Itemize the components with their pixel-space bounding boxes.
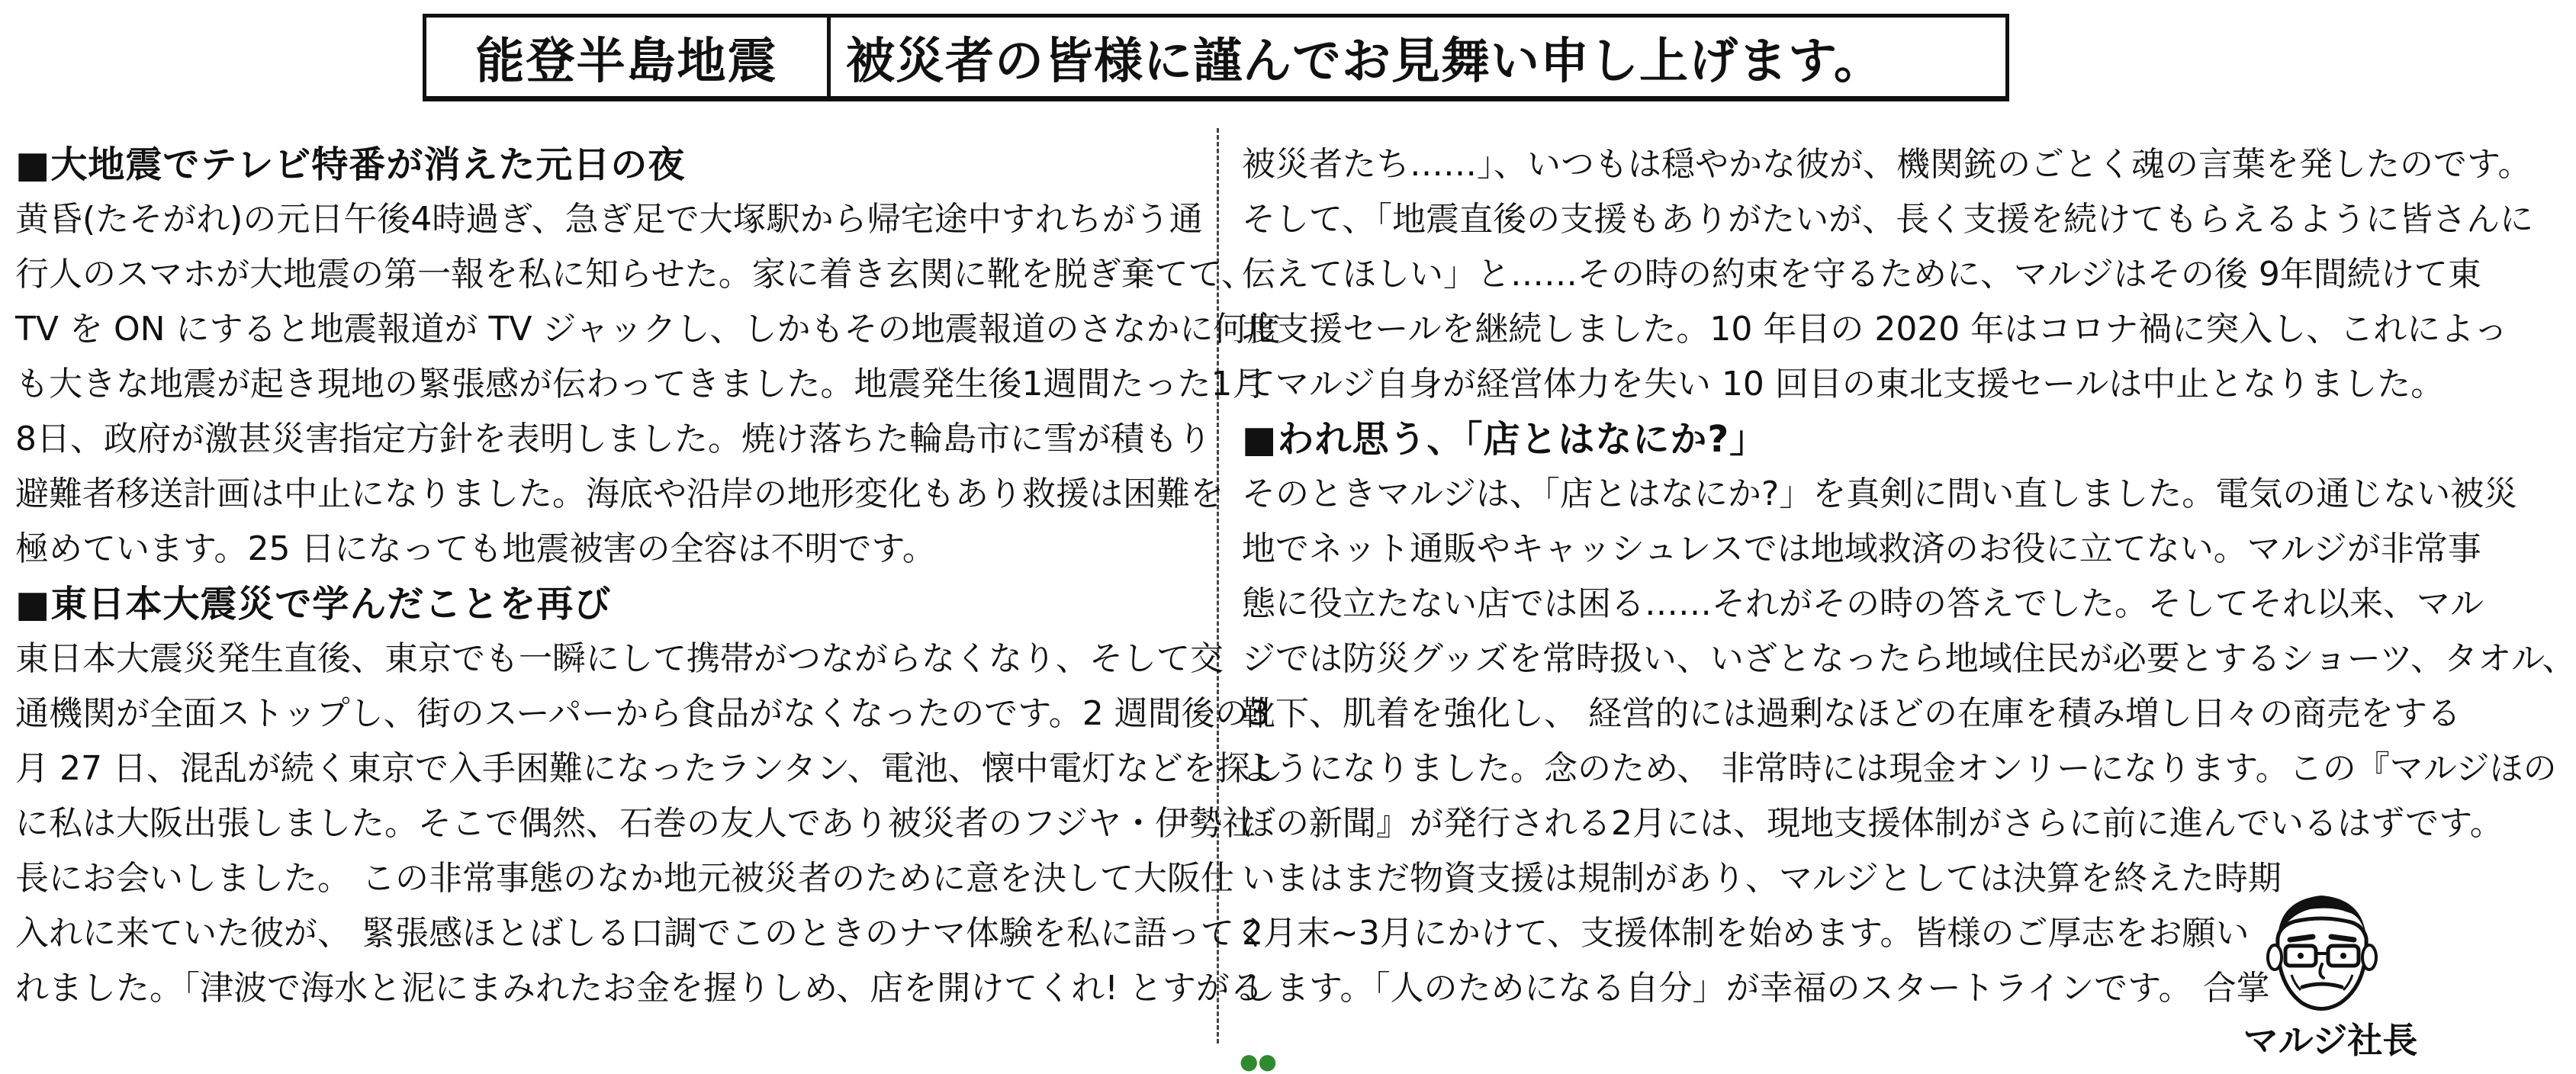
section-heading-new-year-quake: ■大地震でテレビ特番が消えた元日の夜 <box>15 143 686 186</box>
president-caricature-icon <box>2256 885 2386 1015</box>
paragraph-line: 長にお会いしました。 この非常事態のなか地元被災者のために意を決して大阪仕 <box>15 859 1234 898</box>
paragraph-line: 伝えてほしい」と……その時の約束を守るために、マルジはその後 9年間続けて東 <box>1242 255 2481 294</box>
paragraph-line: に私は大阪出張しました。そこで偶然、石巻の友人であり被災者のフジヤ・伊勢社 <box>15 804 1256 843</box>
paragraph-line: 月 27 日、混乱が続く東京で入手困難になったランタン、電池、懐中電灯などを探し <box>15 749 1284 788</box>
right-column <box>1242 137 2576 1016</box>
section-heading-what-is-a-store: ■われ思う、「店とはなにか?」 <box>1242 418 1767 461</box>
paragraph-line: 黄昏(たそがれ)の元日午後4時過ぎ、急ぎ足で大塚駅から帰宅途中すれちがう通 <box>15 200 1203 239</box>
paragraph-line: 2月末~3月にかけて、支援体制を始めます。皆様のご厚志をお願い <box>1242 914 2250 953</box>
title-message: 被災者の皆様に謹んでお見舞い申し上げます。 <box>846 33 1883 90</box>
paragraph-line: ぼの新聞』が発行される2月には、現地支援体制がさらに前に進んでいるはずです。 <box>1242 804 2504 843</box>
paragraph-line: 避難者移送計画は中止になりました。海底や沿岸の地形変化もあり救援は困難を <box>15 474 1224 513</box>
paragraph-line: 入れに来ていた彼が、 緊張感ほとばしる口調でこのときのナマ体験を私に語ってく <box>15 914 1268 953</box>
paragraph-line: も大きな地震が起き現地の緊張感が伝わってきました。地震発生後1週間たった1月 <box>15 365 1266 404</box>
paragraph-line: ようになりました。念のため、 非常時には現金オンリーになります。この『マルジほの <box>1242 749 2557 788</box>
paragraph-line: れました。「津波で海水と泥にまみれたお金を握りしめ、店を開けてくれ! とすがる <box>15 969 1263 1008</box>
title-underline <box>423 96 2009 101</box>
paragraph-line: 北支援セールを継続しました。10 年目の 2020 年はコロナ禍に突入し、これによっ <box>1242 310 2508 349</box>
section-heading-great-east-japan: ■東日本大震災で学んだことを再び <box>15 583 612 625</box>
paragraph-line: 極めています。25 日になっても地震被害の全容は不明です。 <box>15 529 936 568</box>
paragraph-line: 態に役立たない店では困る……それがその時の答えでした。そしてそれ以来、マル <box>1242 584 2484 623</box>
paragraph-line: いまはまだ物資支援は規制があり、マルジとしては決算を終えた時期 <box>1242 859 2282 898</box>
signature-label: マルジ社長 <box>2243 1020 2418 1061</box>
paragraph-line: そして、「地震直後の支援もありがたいが、長く支援を続けてもらえるように皆さんに <box>1242 200 2534 239</box>
paragraph-line: します。「人のためになる自分」が幸福のスタートラインです。 合掌 <box>1242 969 2270 1008</box>
paragraph-line: 地でネット通販やキャッシュレスでは地域救済のお役に立てない。マルジが非常事 <box>1242 529 2481 568</box>
title-main: 能登半島地震 <box>426 18 831 96</box>
paragraph-line: 被災者たち……」、いつもは穏やかな彼が、機関銃のごとく魂の言葉を発したのです。 <box>1242 145 2532 184</box>
paragraph-line: TV を ON にすると地震報道が TV ジャックし、しかもその地震報道のさなかに何度 <box>15 310 1281 349</box>
paragraph-line: 靴下、肌着を強化し、 経営的には過剰なほどの在庫を積み増し日々の商売をする <box>1242 694 2461 733</box>
paragraph-line: てマルジ自身が経営体力を失い 10 回目の東北支援セールは中止となりました。 <box>1242 365 2445 404</box>
paragraph-line: ジでは防災グッズを常時扱い、いざとなったら地域住民が必要とするショーツ、タオル、 <box>1242 639 2576 678</box>
paragraph-line: 通機関が全面ストップし、街のスーパーから食品がなくなったのです。2 週間後の3 <box>15 694 1270 733</box>
page-mark-icon: ●● <box>1240 1049 1277 1074</box>
paragraph-line: 行人のスマホが大地震の第一報を私に知らせた。家に着き玄関に靴を脱ぎ棄てて、 <box>15 255 1255 294</box>
paragraph-line: そのときマルジは、「店とはなにか?」を真剣に問い直しました。電気の通じない被災 <box>1242 474 2518 513</box>
title-box <box>423 14 2009 96</box>
paragraph-line: 東日本大震災発生直後、東京でも一瞬にして携帯がつながらなくなり、そして交 <box>15 639 1224 678</box>
left-column <box>15 137 1284 1016</box>
paragraph-line: 8日、政府が激甚災害指定方針を表明しました。焼け落ちた輪島市に雪が積もり <box>15 420 1211 458</box>
